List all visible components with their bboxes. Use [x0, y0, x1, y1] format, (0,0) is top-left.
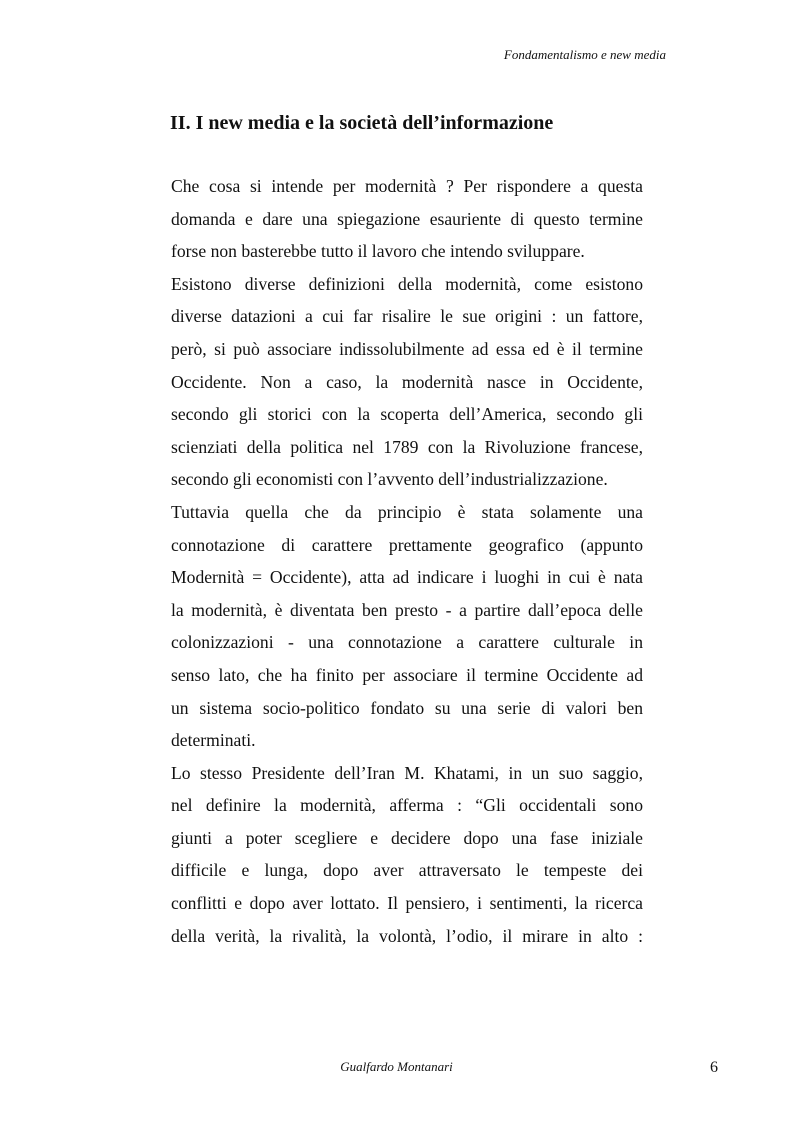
footer-author: Gualfardo Montanari	[340, 1059, 453, 1074]
chapter-title: II. I new media e la società dell’informazione	[170, 112, 554, 134]
text-line: Tuttavia quella che da principio è stata solamente una	[171, 501, 643, 522]
text-line: secondo gli storici con la scoperta dell’America, secondo gli	[171, 404, 643, 425]
text-line: difficile e lunga, dopo aver attraversato le tempeste dei	[171, 860, 643, 881]
text-line: colonizzazioni - una connotazione a carattere culturale in	[171, 632, 643, 653]
text-line: però, si può associare indissolubilmente ad essa ed è il termine	[171, 338, 643, 359]
text-line: conflitti e dopo aver lottato. Il pensiero, i sentimenti, la ricerca	[171, 893, 643, 914]
text-line: giunti a poter scegliere e decidere dopo una fase iniziale	[171, 827, 643, 848]
text-line: della verità, la rivalità, la volontà, l’odio, il mirare in alto :	[171, 925, 643, 946]
text-line: forse non basterebbe tutto il lavoro che intendo sviluppare.	[171, 241, 585, 262]
text-line: diverse datazioni a cui far risalire le sue origini : un fattore,	[171, 306, 643, 327]
text-line: Occidente. Non a caso, la modernità nasce in Occidente,	[171, 371, 643, 392]
text-line: Che cosa si intende per modernità ? Per rispondere a questa	[171, 176, 643, 196]
text-line: determinati.	[171, 730, 256, 751]
text-line: connotazione di carattere prettamente geografico (appunto	[171, 534, 643, 555]
text-line: scienziati della politica nel 1789 con la Rivoluzione francese,	[171, 436, 643, 457]
text-line: Esistono diverse definizioni della modernità, come esistono	[171, 273, 643, 294]
text-line: Modernità = Occidente), atta ad indicare i luoghi in cui è nata	[171, 567, 643, 588]
running-header: Fondamentalismo e new media	[503, 47, 666, 62]
text-line: la modernità, è diventata ben presto - a partire dall’epoca delle	[171, 599, 643, 620]
text-line: nel definire la modernità, afferma : “Gli occidentali sono	[171, 795, 643, 816]
text-line: secondo gli economisti con l’avvento dell’industrializzazione.	[171, 469, 608, 490]
text-line: Lo stesso Presidente dell’Iran M. Khatami, in un suo saggio,	[171, 762, 643, 783]
text-line: senso lato, che ha finito per associare il termine Occidente ad	[171, 664, 643, 685]
text-line: un sistema socio-politico fondato su una serie di valori ben	[171, 697, 643, 718]
text-line: domanda e dare una spiegazione esauriente di questo termine	[171, 208, 643, 229]
page-number: 6	[710, 1059, 718, 1076]
body-text	[171, 170, 643, 952]
